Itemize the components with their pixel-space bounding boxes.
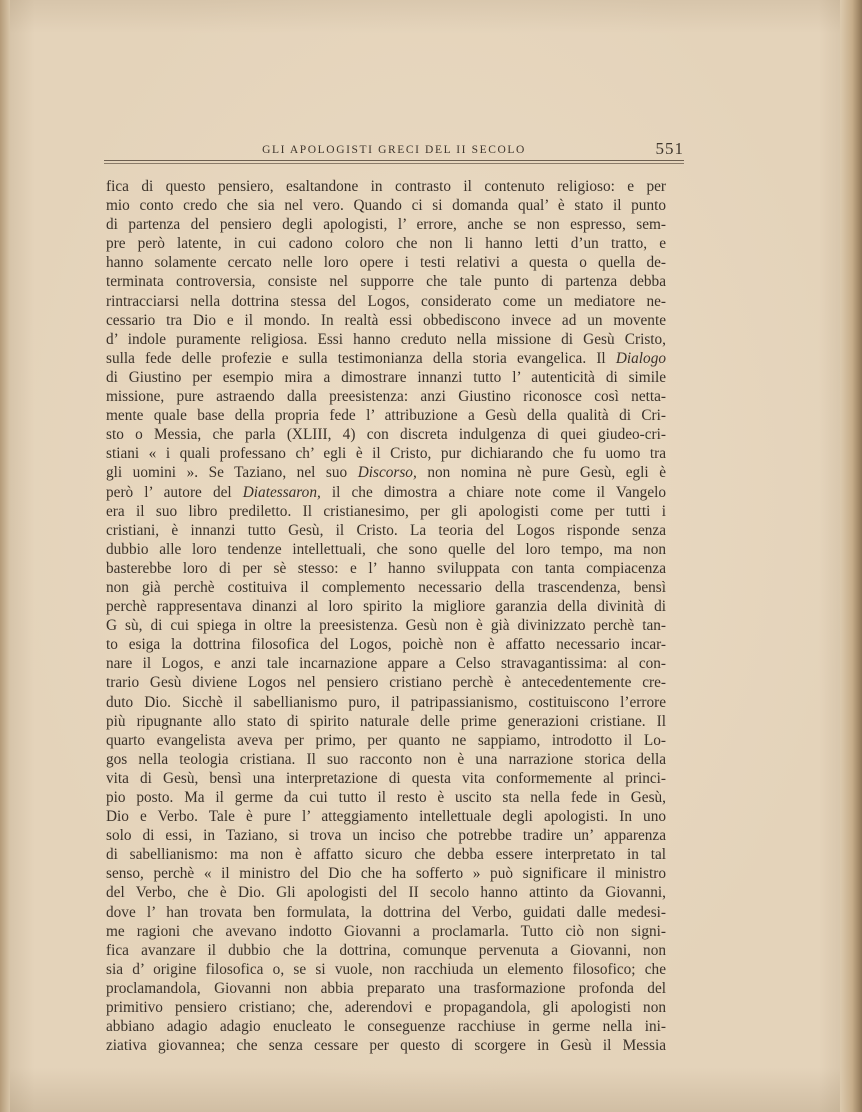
text-line: rintracciarsi nella dottrina stessa del Logos, considerato come un mediatore ne- [106,292,666,310]
text-line: G sù, di cui spiega in oltre la preesistenza. Gesù non è già divinizzato perchè tan- [106,617,666,635]
text-line: fica di questo pensiero, esaltandone in contrasto il contenuto religioso: e per [106,178,666,195]
text-line: gos nella teologia cristiana. Il suo racconto non è una narrazione storica della [106,750,666,768]
text-line: gli uomini ». Se Taziano, nel suo Discorso, non nomina nè pure Gesù, egli è [106,464,666,482]
text-line: quarto evangelista aveva per primo, per quanto ne sappiamo, introdotto il Lo- [106,731,666,749]
text-line: mio conto credo che sia nel vero. Quando ci si domanda qual’ è stato il punto [106,197,666,215]
text-line: proclamandola, Giovanni non abbia preparato una trasformazione profonda del [106,979,666,997]
text-line: primitivo pensiero cristiano; che, aderendovi e propagandola, gli apologisti non [106,999,666,1017]
text-line: cristiani, è innanzi tutto Gesù, il Cristo. La teoria del Logos risponde senza [106,521,666,539]
page-right-edge [840,0,862,1112]
text-line: dove l’ han trovata ben formulata, la dottrina del Verbo, guidati dalle medesi- [106,903,666,921]
text-line: era il suo libro prediletto. Il cristianesimo, per gli apologisti come per tutti i [106,502,666,520]
text-line: Dio e Verbo. Tale è pure l’ atteggiamento intellettuale degli apologisti. In uno [106,808,666,826]
text-line: più ripugnante allo stato di spirito naturale delle prime generazioni cristiane. Il [106,712,666,730]
body-text [106,177,666,1055]
text-line: di partenza del pensiero degli apologisti, l’ errore, anche se non espresso, sem- [106,216,666,234]
text-line: me ragioni che avevano indotto Giovanni a proclamarla. Tutto ciò non signi- [106,922,666,940]
text-line: cessario tra Dio e il mondo. In realtà essi obbediscono invece ad un movente [106,311,666,329]
text-line: sia d’ origine filosofica o, se si vuole, non racchiuda un elemento filosofico; che [106,960,666,978]
text-line: nare il Logos, e anzi tale incarnazione appare a Celso stravagantissima: al con- [106,655,666,673]
text-line: mente quale base della propria fede l’ attribuzione a Gesù della qualità di Cri- [106,407,666,425]
text-line: del Verbo, che è Dio. Gli apologisti del II secolo hanno attinto da Giovanni, [106,884,666,902]
running-head: GLI APOLOGISTI GRECI DEL II SECOLO [262,144,526,156]
text-line: abbiano adagio adagio enucleato le conseguenze racchiuse in germe nella ini- [106,1018,666,1036]
text-line: missione, pure astraendo dalla preesistenza: anzi Giustino riconosce così netta- [106,388,666,406]
text-line: terminata controversia, consiste nel supporre che tale punto di partenza debba [106,273,666,291]
text-line: sulla fede delle profezie e sulla testimonianza della storia evangelica. Il Dialogo [106,349,666,367]
text-line: sto o Messia, che parla (XLIII, 4) con discreta indulgenza di quei giudeo-cri- [106,426,666,444]
italic-title: Discorso, [357,464,417,482]
text-line: d’ indole puramente religiosa. Essi hanno creduto nella missione di Gesù Cristo, [106,330,666,348]
page-left-edge [0,0,10,1112]
text-line: perchè rappresentava dinanzi al loro spirito la migliore garanzia della divinità di [106,598,666,616]
text-line: vita di Gesù, bensì una interpretazione di questa vita conformemente al princi- [106,769,666,787]
italic-title: Diatessaron, [242,483,321,501]
text-line: di sabellianismo: ma non è affatto sicuro che debba essere interpretato in tal [106,846,666,864]
header-rule-bottom [104,163,684,164]
text-line: senso, perchè « il ministro del Dio che ha sofferto » può significare il ministro [106,865,666,883]
text-line: ziativa giovannea; che senza cessare per questo di scorgere in Gesù il Messia [106,1037,666,1055]
text-line: pre però latente, in cui cadono coloro che non li hanno letti d’un tratto, e [106,235,666,253]
text-line: hanno solamente cercato nelle loro opere i testi relativi a questa o quella de- [106,254,666,272]
text-line: basterebbe loro di per sè stesso: e l’ hanno sviluppata con tanta compiacenza [106,559,666,577]
text-line: pio posto. Ma il germe da cui tutto il resto è uscito sta nella fede in Gesù, [106,789,666,806]
italic-title: Dialogo [615,349,666,367]
text-line: dubbio alle loro tendenze intellettuali, che sono quelle del loro tempo, ma non [106,540,666,558]
text-line: duto Dio. Sicchè il sabellianismo puro, il patripassianismo, costituiscono l’errore [106,693,666,711]
header-rule-top [104,160,684,161]
text-line: non già perchè costituiva il complemento necessario della trascendenza, bensì [106,578,666,596]
text-line: però l’ autore del Diatessaron, il che dimostra a chiare note come il Vangelo [106,483,667,501]
text-line: to esiga la dottrina filosofica del Logos, poichè non è affatto necessario incar- [106,636,666,654]
text-line: trario Gesù diviene Logos nel pensiero cristiano perchè è antecedentemente cre- [106,674,666,692]
page-number: 551 [655,139,684,158]
text-line: fica avanzare il dubbio che la dottrina, comunque pervenuta a Giovanni, non [106,941,666,959]
text-line: di Giustino per esempio mira a dimostrare innanzi tutto l’ autenticità di simile [106,368,666,386]
text-line: solo di essi, in Taziano, si trova un inciso che potrebbe tradire un’ apparenza [106,827,666,845]
text-line: stiani « i quali professano ch’ egli è il Cristo, pur dichiarando che fu uomo tra [106,445,666,463]
